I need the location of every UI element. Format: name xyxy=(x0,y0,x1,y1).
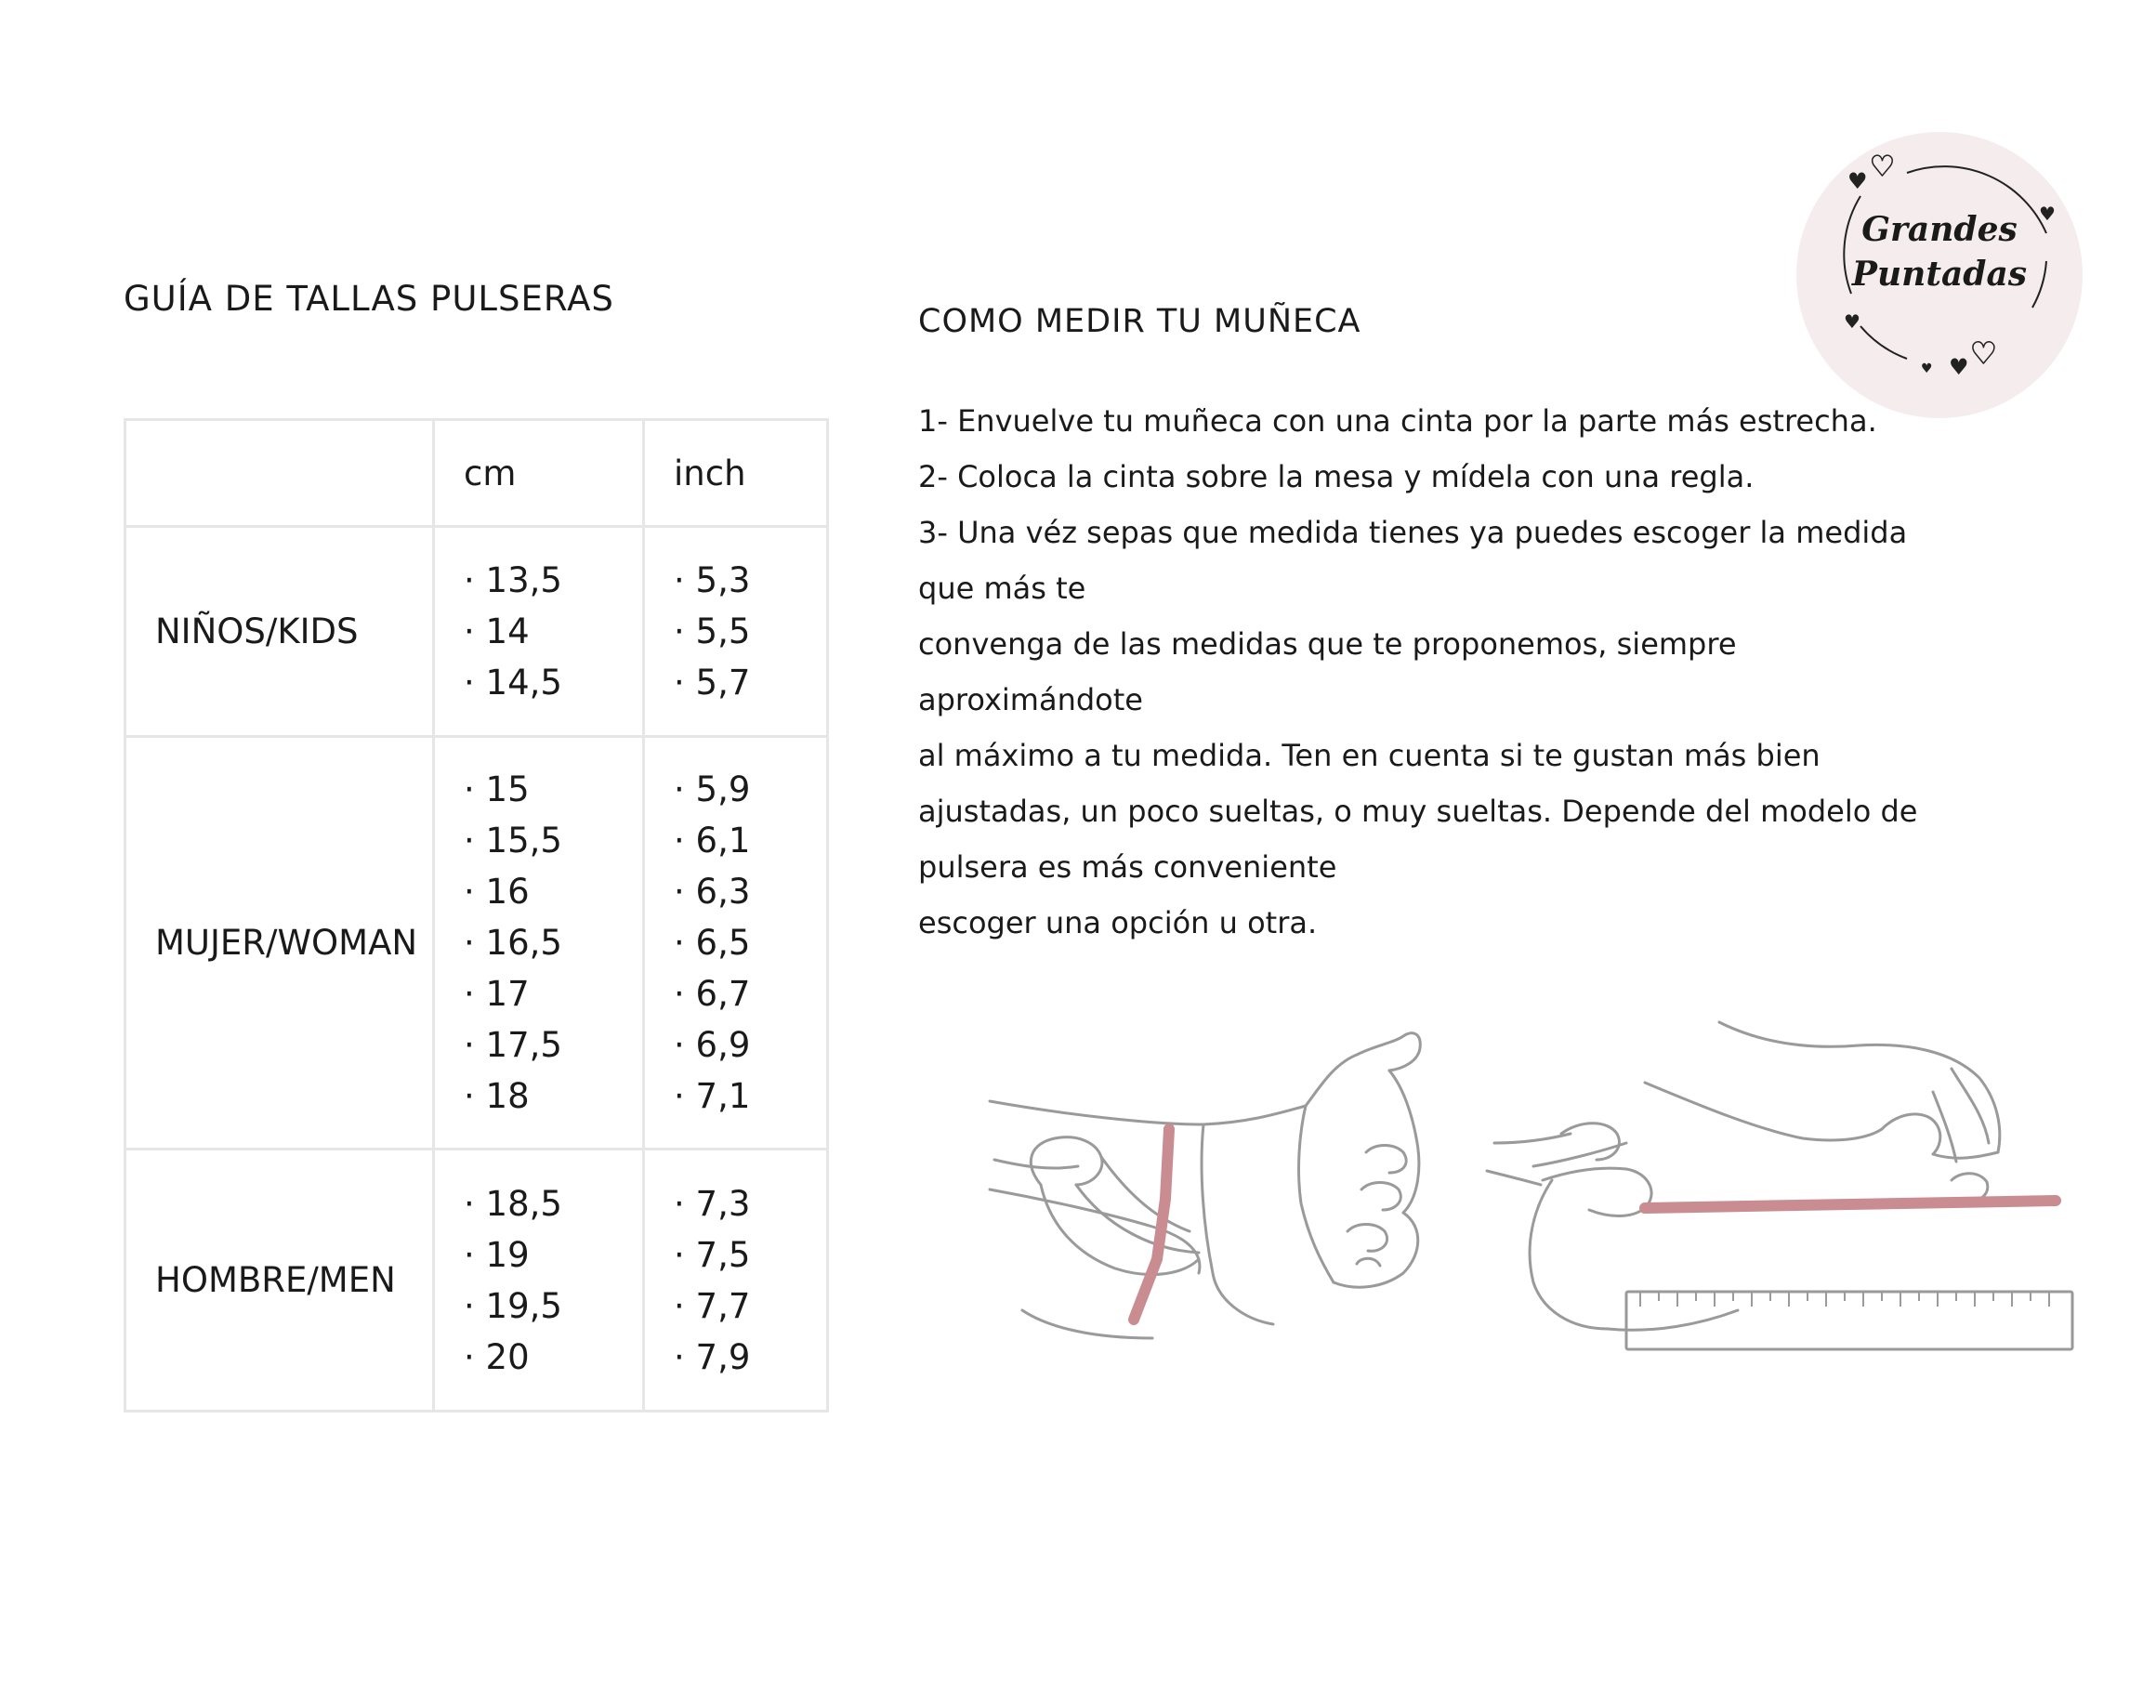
brand-logo xyxy=(1795,131,2084,419)
heart-icon: ♥ xyxy=(1949,354,1969,380)
instruction-line: 1- Envuelve tu muñeca con una cinta por la parte más estrecha. xyxy=(918,403,1877,439)
inch-value: · 7,7 xyxy=(674,1285,751,1326)
ruler-ticks xyxy=(1640,1292,2049,1307)
measure-instructions xyxy=(918,393,1918,951)
inch-value: · 5,7 xyxy=(674,663,751,703)
header-group-cell xyxy=(125,420,434,527)
heart-icon: ♥ xyxy=(1847,168,1868,194)
cm-value: · 16,5 xyxy=(464,923,562,963)
table-row xyxy=(125,737,828,1150)
inch-value: · 7,9 xyxy=(674,1336,751,1377)
inch-value: · 6,9 xyxy=(674,1025,751,1065)
header-inch-label: inch xyxy=(674,453,746,493)
cm-values-cell xyxy=(434,737,644,1150)
table-header-row xyxy=(125,420,828,527)
instruction-line: que más te xyxy=(918,571,1086,606)
instruction-line: pulsera es más conveniente xyxy=(918,849,1337,885)
cm-value: · 14 xyxy=(464,611,530,651)
inch-value: · 7,3 xyxy=(674,1183,751,1224)
inch-value: · 7,5 xyxy=(674,1234,751,1275)
logo-text-line1: Grandes xyxy=(1861,210,2018,249)
cm-value: · 17 xyxy=(464,974,530,1014)
cm-values-cell xyxy=(434,527,644,737)
cm-value: · 15 xyxy=(464,769,530,809)
cm-value: · 17,5 xyxy=(464,1025,562,1065)
header-cm-label: cm xyxy=(464,453,517,493)
inch-value: · 5,5 xyxy=(674,611,751,651)
logo-text-line2: Puntadas xyxy=(1851,255,2028,294)
inch-values-cell xyxy=(644,1150,828,1412)
inch-value: · 5,3 xyxy=(674,560,751,600)
instruction-line: aproximándote xyxy=(918,682,1143,717)
header-cm-cell xyxy=(434,420,644,527)
inch-value: · 6,1 xyxy=(674,821,751,861)
cm-value: · 13,5 xyxy=(464,560,562,600)
inch-value: · 6,7 xyxy=(674,974,751,1014)
instruction-line: 2- Coloca la cinta sobre la mesa y mídela con una regla. xyxy=(918,459,1755,494)
measuring-tape xyxy=(1645,1201,2056,1208)
cm-value: · 19,5 xyxy=(464,1285,562,1326)
cm-value: · 18 xyxy=(464,1076,530,1116)
inch-value: · 6,5 xyxy=(674,923,751,963)
size-guide-title: GUÍA DE TALLAS PULSERAS xyxy=(124,279,614,319)
cm-value: · 16 xyxy=(464,872,530,912)
group-label-woman: MUJER/WOMAN xyxy=(125,737,434,1150)
cm-value: · 14,5 xyxy=(464,663,562,703)
heart-icon: ♥ xyxy=(2039,203,2056,225)
size-table xyxy=(124,418,829,1412)
inch-value: · 6,3 xyxy=(674,872,751,912)
heart-icon: ♥ xyxy=(1970,335,1997,371)
inch-value: · 5,9 xyxy=(674,769,751,809)
measure-title: COMO MEDIR TU MUÑECA xyxy=(918,303,1361,340)
instruction-line: ajustadas, un poco sueltas, o muy sueltas. Depende del modelo de xyxy=(918,794,1918,829)
table-row xyxy=(125,527,828,737)
instruction-line: convenga de las medidas que te proponemos, siempre xyxy=(918,626,1737,662)
measuring-tape xyxy=(1134,1129,1169,1320)
heart-icon: ♥ xyxy=(1921,361,1933,376)
heart-icon: ♥ xyxy=(1870,151,1895,183)
instruction-line: 3- Una véz sepas que medida tienes ya puedes escoger la medida xyxy=(918,515,1908,550)
cm-value: · 18,5 xyxy=(464,1183,562,1224)
cm-value: · 19 xyxy=(464,1234,530,1275)
group-label-men: HOMBRE/MEN xyxy=(125,1150,434,1412)
wrist-wrap-sketch xyxy=(990,1033,1420,1338)
inch-value: · 7,1 xyxy=(674,1076,751,1116)
group-label-kids: NIÑOS/KIDS xyxy=(125,527,434,737)
inch-values-cell xyxy=(644,527,828,737)
cm-value: · 20 xyxy=(464,1336,530,1377)
cm-value: · 15,5 xyxy=(464,821,562,861)
tape-ruler-sketch xyxy=(1487,1022,2072,1349)
inch-values-cell xyxy=(644,737,828,1150)
header-inch-cell xyxy=(644,420,828,527)
wrist-measure-illustration xyxy=(966,1004,2082,1412)
table-row xyxy=(125,1150,828,1412)
instruction-line: al máximo a tu medida. Ten en cuenta si te gustan más bien xyxy=(918,738,1821,773)
instruction-line: escoger una opción u otra. xyxy=(918,905,1318,940)
heart-icon: ♥ xyxy=(1844,310,1860,333)
cm-values-cell xyxy=(434,1150,644,1412)
